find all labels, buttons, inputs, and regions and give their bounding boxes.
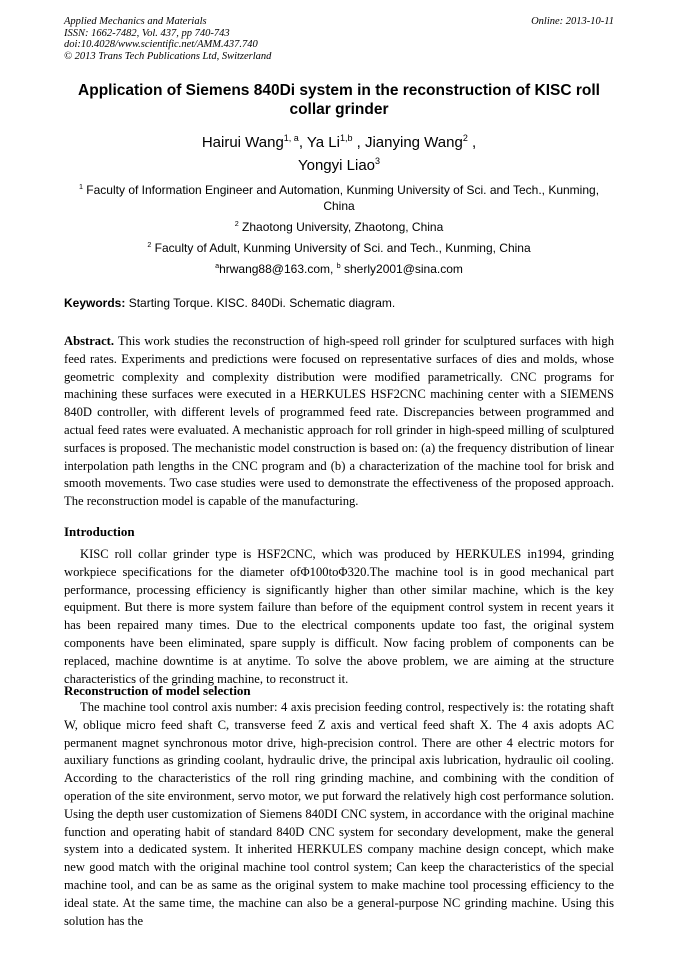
keywords-text: Starting Torque. KISC. 840Di. Schematic diagram. xyxy=(125,296,396,310)
abstract xyxy=(64,333,614,511)
journal-header xyxy=(64,16,614,62)
author-name: , Jianying Wang xyxy=(352,134,463,151)
email-a: hrwang88@163.com, xyxy=(219,262,337,276)
author-sup: 1, a xyxy=(283,133,299,143)
online-date: Online: 2013-10-11 xyxy=(531,16,614,27)
affiliation-sup: 1 xyxy=(78,182,83,191)
section-heading-introduction: Introduction xyxy=(64,524,135,539)
author-name: Yongyi Liao xyxy=(297,157,375,174)
author-sep: , xyxy=(467,134,477,151)
author-name: , Ya Li xyxy=(298,134,340,151)
introduction-paragraph: KISC roll collar grinder type is HSF2CNC, which was produced by HERKULES in1994, grinding workpiece specifications for the diameter ofΦ100toΦ320.The machine tool is in good mechanical part performance, processing efficiency is significantly higher than other similar machine, which is the key equipment. But there is more system failure than before of the equipment control system in recent years it has been repaired many times. Due to the electrical components update too fast, the original system components have been eliminated, spare supply is difficult. Now facing problem of components can be replaced, machine downtime is at anytime. To solve the above problem, we are aiming at the structure characteristics of the grinding machine, to reconstruct it. xyxy=(64,547,614,686)
affiliation-1 xyxy=(64,182,614,214)
author-sup: 2 xyxy=(462,133,468,143)
author-list xyxy=(60,131,618,177)
email-sup: b xyxy=(336,261,341,270)
author-line-1 xyxy=(60,131,618,154)
abstract-label: Abstract. xyxy=(64,334,115,348)
author-sup: 1,b xyxy=(339,133,353,143)
copyright-line: © 2013 Trans Tech Publications Ltd, Switzerland xyxy=(64,50,272,62)
section-heading-reconstruction: Reconstruction of model selection xyxy=(64,683,251,698)
abstract-text: This work studies the reconstruction of high-speed roll grinder for sculptured surfaces with high feed rates. Experiments and predictions were focused on representative surfaces of dies and molds, whose geometric complexity and complexity distribution were modified parametrically. CNC programs for machining these surfaces were executed in a HERKULES HSF2CNC machining center with a SIEMENS 840D controller, with different levels of programmed feed rate. Discrepancies between programmed and actual feed rates were evaluated. A mechanistic approach for roll grinder in high-speed milling of sculptured surfaces is proposed. The mechanistic model construction is based on: (a) the frequency distribution of linear interpolation path lengths in the CNC program and (b) a characterization of the machine tool for brisk and smooth movements. Two case studies were used to demonstrate the effectiveness of the proposed approach. The reconstruction model is capable of the manufacturing. xyxy=(64,334,614,509)
affiliation-text: Faculty of Information Engineer and Automation, Kunming University of Sci. and Tech., Kunming, China xyxy=(82,183,600,213)
affiliation-2 xyxy=(64,219,614,235)
affiliation-3 xyxy=(64,240,614,256)
affiliation-text: Faculty of Adult, Kunming University of Sci. and Tech., Kunming, China xyxy=(151,241,531,255)
keywords-label: Keywords: xyxy=(64,296,126,310)
doi-line: doi:10.4028/www.scientific.net/AMM.437.740 xyxy=(64,39,258,50)
affiliation-sup: 2 xyxy=(147,240,152,249)
paper-title: Application of Siemens 840Di system in the reconstruction of KISC roll collar grinder xyxy=(78,82,600,118)
email-line xyxy=(64,261,614,277)
email-b: sherly2001@sina.com xyxy=(340,262,463,276)
email-sup: a xyxy=(215,261,220,270)
author-line-2 xyxy=(60,154,618,177)
affiliation-text: Zhaotong University, Zhaotong, China xyxy=(238,220,444,234)
keywords xyxy=(64,295,614,311)
affiliation-sup: 2 xyxy=(234,219,239,228)
issn-line: ISSN: 1662-7482, Vol. 437, pp 740-743 xyxy=(64,27,230,39)
author-sup: 3 xyxy=(375,156,381,166)
author-name: Hairui Wang xyxy=(201,134,284,151)
journal-name: Applied Mechanics and Materials xyxy=(64,16,207,27)
reconstruction-paragraph: The machine tool control axis number: 4 axis precision feeding control, respectively is: the rotating shaft W, oblique micro feed shaft C, transverse feed Z axis and vertical feed shaft X. The 4 axis adopts AC permanent magnet synchronous motor drive, high-precision control. There are other 4 electric motors for auxiliary functions as grinding coolant, hydraulic drive, the principal axis lubrication, hydraulic oil cooling. According to the characteristics of the roll ring grinding machine, and combining with the condition of operation of the site environment, servo motor, we put forward the relatively high cost performance solution. Using the depth user customization of Siemens 840DI CNC system, in accordance with the original machine function and operating habit of standard 840D CNC system for secondary development, make the general system into a dedicated system. It inherited HERKULES company machine design concept, which make new good match with the original machine tool control system; Can keep the characteristics of the special machine tool, and can be as same as the original system to make machine tool processing efficiency to the ideal state. At the same time, the machine can also be a general-purpose NC grinding machine. Using this solution has the xyxy=(64,700,614,928)
